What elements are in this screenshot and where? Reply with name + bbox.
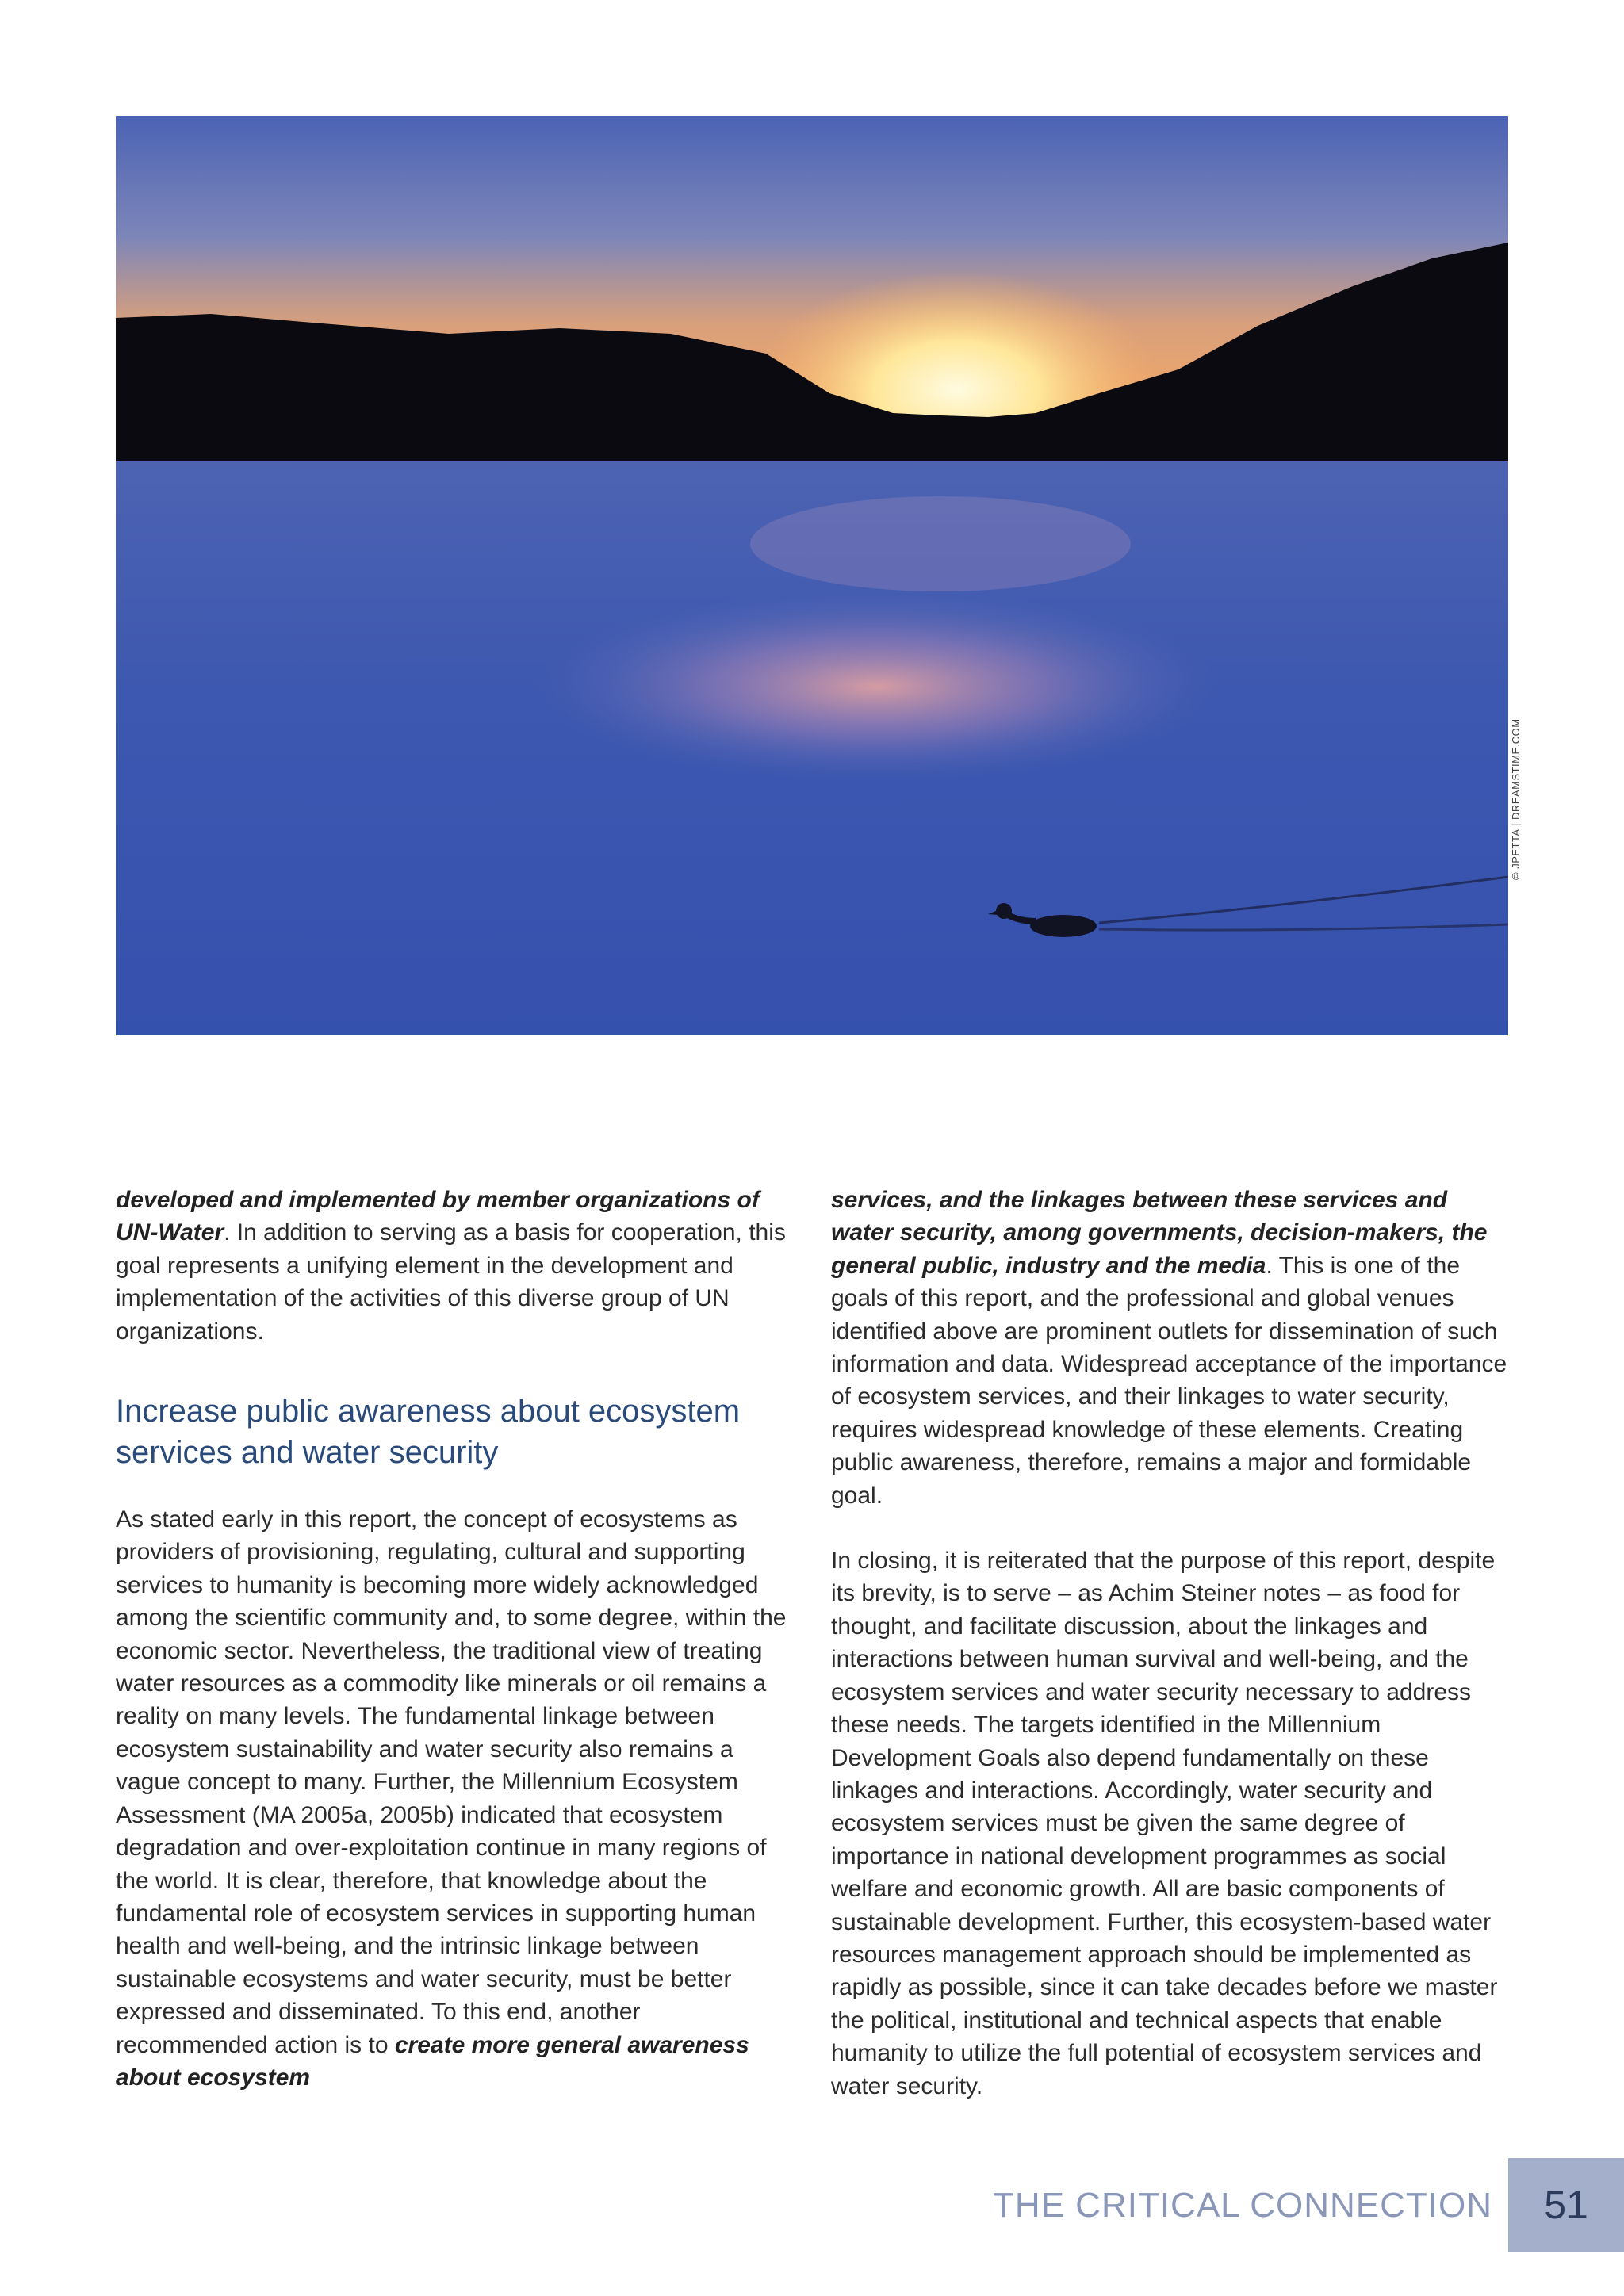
left-column xyxy=(116,1184,798,2094)
sunset-lake-photo xyxy=(116,116,1508,1035)
right-intro-emphasis: services, and the linkages between these services and water security, among governments, decision-makers, the general public, industry and the media xyxy=(831,1187,1488,1279)
left-body-text: As stated early in this report, the concept of ecosystems as providers of provisioning, regulating, cultural and supporting services to humanity is becoming more widely acknowledged among the scientific community and, to some degree, within the economic sector. Nevertheless, the traditional view of treating water resources as a commodity like minerals or oil remains a reality on many levels. The fundamental linkage between ecosystem sustainability and water security also remains a vague concept to many. Further, the Millennium Ecosystem Assessment (MA 2005a, 2005b) indicated that ecosystem degradation and over-exploitation continue in many regions of the world. It is clear, therefore, that knowledge about the fundamental role of ecosystem services in supporting human health and well-being, and the intrinsic linkage between sustainable ecosystems and water security, must be better expressed and disseminated. To this end, another recommended action is to xyxy=(116,1506,787,2058)
right-intro-text: . This is one of the goals of this report, and the professional and global venues identified above are prominent outlets for dissemination of such information and data. Widespread acceptance of the importance of ecosystem services, and their linkages to water security, requires widespread knowledge of these elements. Creating public awareness, therefore, remains a major and formidable goal. xyxy=(831,1252,1507,1509)
left-intro-emphasis: developed and implemented by member organizations of UN-Water xyxy=(116,1187,760,1246)
photo-illustration xyxy=(116,116,1508,1035)
right-column xyxy=(831,1184,1513,2103)
photo-credit: © JPETTA | DREAMSTIME.COM xyxy=(1510,718,1522,880)
left-body-paragraph xyxy=(116,1503,798,2094)
page-number: 51 xyxy=(1508,2158,1624,2252)
left-intro-text: . In addition to serving as a basis for cooperation, this goal represents a unifying element in the development and implementation of the activities of this diverse group of UN organizations. xyxy=(116,1219,786,1345)
section-heading: Increase public awareness about ecosystem services and water security xyxy=(116,1394,741,1471)
running-footer-title: THE CRITICAL CONNECTION xyxy=(992,2186,1492,2225)
right-closing-paragraph: In closing, it is reiterated that the purpose of this report, despite its brevity, is to serve – as Achim Steiner notes – as food for thought, and facilitate discussion, about the linkages and interactions between human survival and well-being, and the ecosystem services and water security necessary to address these needs. The targets identified in the Millennium Development Goals also depend fundamentally on these linkages and interactions. Accordingly, water security and ecosystem services must be given the same degree of importance in national development programmes as social welfare and economic growth. All are basic components of sustainable development. Further, this ecosystem-based water resources management approach should be implemented as rapidly as possible, since it can take decades before we master the political, institutional and technical aspects that enable humanity to utilize the full potential of ecosystem services and water security. xyxy=(831,1548,1498,2099)
left-intro-paragraph xyxy=(116,1184,798,1348)
left-body-emphasis: create more general awareness about ecosystem xyxy=(116,2031,749,2091)
right-intro-paragraph xyxy=(831,1184,1513,1512)
